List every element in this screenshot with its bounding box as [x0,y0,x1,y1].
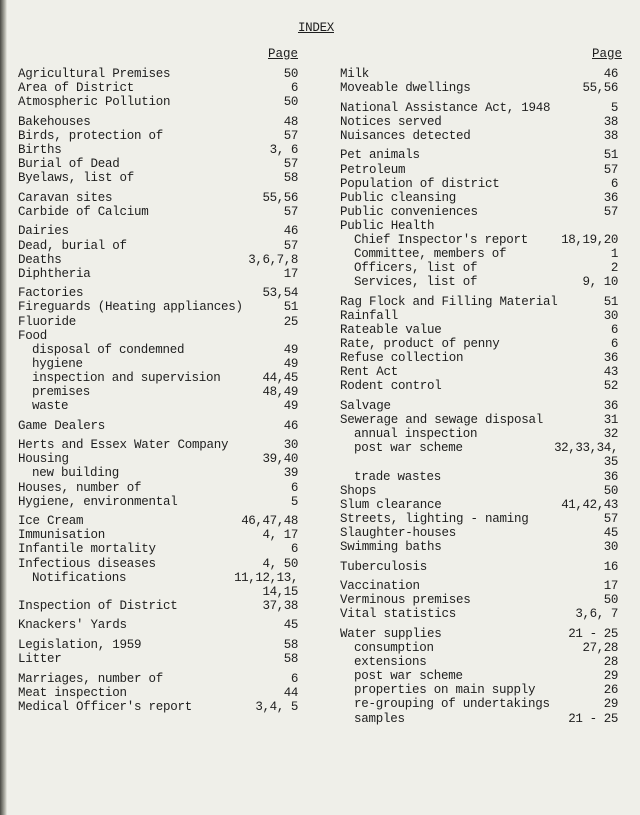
index-entry-term: Medical Officer's report [18,699,193,714]
index-entry-page: 6 [290,671,298,686]
index-entry-term: Game Dealers [18,418,106,433]
index-entry [18,542,298,556]
index-entry [340,441,618,455]
index-entry [340,233,618,247]
index-entry [18,557,298,571]
index-entry-term: post war scheme [354,669,463,684]
index-entry-term: Population of district [340,176,500,191]
index-entry [340,560,618,574]
index-entry [18,495,298,509]
index-entry-term: Slum clearance [340,497,442,512]
index-entry-page: 3,4, 5 [255,699,298,714]
index-entry [340,399,618,413]
index-entry [340,81,618,95]
index-entry [340,498,618,512]
index-entry [340,261,618,275]
index-entry-term: Diphtheria [18,266,91,281]
index-entry-term: inspection and supervision [32,370,221,385]
index-entry [340,655,618,669]
index-entry [18,267,298,281]
index-entry-page: 57 [283,128,298,143]
index-entry [340,205,618,219]
index-entry-page: 2 [610,261,618,276]
index-entry-page: 45 [283,618,298,633]
binding-edge [0,0,7,815]
index-entry-term: Immunisation [18,528,106,543]
index-entry [340,219,618,233]
index-entry [340,148,618,162]
index-entry-term: Births [18,142,62,157]
index-entry-term: new building [32,466,120,481]
index-entry-page: 3,6,7,8 [248,252,298,267]
index-entry [340,247,618,261]
index-entry [340,627,618,641]
index-entry-term: re-grouping of undertakings [354,697,550,712]
index-entry [340,607,618,621]
index-entry-page: 3, 6 [269,142,298,157]
index-entry-page: 39,40 [262,452,298,467]
index-entry-page: 6 [290,480,298,495]
index-entry-page: 6 [290,81,298,96]
index-entry [340,275,618,289]
index-entry-term: Birds, protection of [18,128,164,143]
index-entry-page: 57 [283,157,298,172]
index-entry [18,315,298,329]
index-entry [18,686,298,700]
index-title: INDEX [297,21,334,35]
index-entry-page: 4, 50 [262,556,298,571]
index-entry-term: trade wastes [354,469,442,484]
index-entry [340,540,618,554]
index-entry-page: 29 [603,669,618,684]
index-entry-page: 46 [603,67,618,81]
index-entry-page: 26 [603,683,618,698]
index-entry-page: 57 [603,511,618,526]
index-entry-term: Milk [340,67,370,81]
index-entry-term: Rateable value [340,323,442,338]
index-entry-page: 37,38 [262,598,298,613]
index-entry-term: Food [18,328,48,343]
index-entry-page: 50 [283,95,298,110]
index-entry-term: Slaughter-houses [340,525,457,540]
index-entry-term: Nuisances detected [340,128,471,143]
index-entry-term: Factories [18,286,84,301]
index-entry-term: Carbide of Calcium [18,204,149,219]
index-entry-term: consumption [354,641,434,656]
index-entry-page: 58 [283,171,298,186]
index-entry-page: 36 [603,399,618,414]
index-entry-term: Moveable dwellings [340,81,471,96]
index-entry-term: Rate, product of penny [340,337,500,352]
index-entry [18,385,298,399]
index-entry-page: 46,47,48 [241,514,298,529]
index-entry [18,700,298,714]
index-entry-page: 31 [603,413,618,428]
index-entry-term: Refuse collection [340,351,464,366]
index-entry-term: Bakehouses [18,114,91,129]
index-entry-page: 49 [283,342,298,357]
index-entry-term: annual inspection [354,427,478,442]
index-entry-term: Committee, members of [354,247,507,262]
index-entry [18,452,298,466]
index-entry-term: Agricultural Premises [18,67,171,81]
index-entry [340,697,618,711]
index-entry-term: Pet animals [340,148,420,163]
index-entry-term: Chief Inspector's report [354,233,529,248]
index-entry-page: 1 [610,247,618,262]
index-entry [340,309,618,323]
index-entry [18,115,298,129]
index-entry-term: Fireguards (Heating appliances) [18,300,243,315]
index-entry-page: 53,54 [262,286,298,301]
index-entry [18,528,298,542]
index-entry-term: Area of District [18,81,135,96]
index-entry [18,481,298,495]
index-entry-term: Caravan sites [18,190,113,205]
index-entry [18,419,298,433]
index-entry [340,512,618,526]
right-index-column [340,67,618,726]
index-entry [18,357,298,371]
index-entry [340,712,618,726]
index-entry [340,323,618,337]
index-entry-term: Salvage [340,399,391,414]
index-entry-term: Services, list of [354,275,478,290]
index-entry-term: Rainfall [340,309,399,323]
index-entry [340,101,618,115]
index-entry-term: Public Health [340,218,435,233]
index-entry-page: 58 [283,652,298,667]
index-entry-page: 30 [603,540,618,554]
index-entry [18,143,298,157]
index-entry [340,191,618,205]
index-entry [18,239,298,253]
index-entry-term: Infectious diseases [18,556,156,571]
index-entry-term: Infantile mortality [18,542,156,557]
index-entry [18,286,298,300]
index-entry [340,337,618,351]
index-entry [340,484,618,498]
index-entry-page: 30 [283,438,298,453]
index-entry-term: post war scheme [354,441,463,456]
index-entry [18,129,298,143]
index-entry-page: 36 [603,351,618,366]
index-entry-page: 55,56 [262,190,298,205]
index-entry [18,224,298,238]
index-entry-page: 6 [610,323,618,338]
index-entry-page: 57 [603,162,618,177]
index-entry [18,300,298,314]
index-entry-page: 45 [603,525,618,540]
index-entry [340,593,618,607]
index-entry-term: Notices served [340,114,442,129]
index-entry-term: Rodent control [340,379,442,394]
index-entry-page: 48,49 [262,384,298,399]
index-entry [340,129,618,143]
index-entry-page: 43 [603,365,618,380]
index-entry-term: Housing [18,452,69,467]
index-entry [340,115,618,129]
index-entry-term: premises [32,384,91,399]
index-entry-term: Dairies [18,224,69,239]
index-entry-page: 30 [603,309,618,323]
index-entry-page: 36 [603,469,618,484]
index-entry-term: samples [354,711,405,726]
index-entry-term: Fluoride [18,314,77,329]
index-entry [340,351,618,365]
index-entry [18,438,298,452]
index-entry-page: 35 [603,455,618,470]
index-entry [340,365,618,379]
index-entry-page: 55,56 [582,81,618,96]
index-entry-page: 6 [610,176,618,191]
index-entry [18,253,298,267]
index-entry [18,157,298,171]
index-entry-page: 49 [283,399,298,414]
index-entry-page: 48 [283,114,298,129]
left-index-column [18,67,298,714]
index-entry [18,371,298,385]
index-entry-page: 16 [603,559,618,574]
index-entry-page: 52 [603,379,618,394]
index-entry-term: Tuberculosis [340,559,428,574]
index-entry-term: Houses, number of [18,480,142,495]
index-entry-term: Atmospheric Pollution [18,95,171,110]
index-entry-page: 46 [283,418,298,433]
index-entry-page: 50 [603,483,618,498]
index-entry-page: 46 [283,224,298,239]
index-entry-term: Streets, lighting - naming [340,511,529,526]
index-entry-term: Water supplies [340,626,442,641]
index-entry [18,638,298,652]
index-entry-term: Legislation, 1959 [18,637,142,652]
index-entry-page: 18,19,20 [561,233,618,248]
index-entry [18,514,298,528]
index-entry [18,343,298,357]
index-entry-term: Marriages, number of [18,671,164,686]
index-entry [340,163,618,177]
index-entry-term: Public cleansing [340,190,457,205]
index-entry [18,599,298,613]
index-entry-page: 25 [283,314,298,329]
index-entry [340,526,618,540]
index-entry [340,579,618,593]
index-entry-page: 51 [603,148,618,163]
index-entry [340,455,618,469]
index-entry-term: Deaths [18,252,62,267]
index-entry [340,683,618,697]
index-entry-term: extensions [354,655,427,670]
index-entry-page: 41,42,43 [561,497,618,512]
index-entry-term: Inspection of District [18,598,178,613]
index-entry-term: Vital statistics [340,607,457,622]
index-entry-page: 36 [603,190,618,205]
index-entry-page: 28 [603,655,618,670]
index-entry-term: Petroleum [340,162,406,177]
index-entry-term: Litter [18,652,62,667]
index-entry-page: 21 - 25 [568,626,618,641]
left-page-header: Page [268,47,299,61]
index-entry-page: 14,15 [262,584,298,599]
index-entry-page: 4, 17 [262,528,298,543]
index-entry [340,295,618,309]
index-entry-page: 32,33,34, [554,441,618,456]
index-entry-term: Byelaws, list of [18,171,135,186]
index-entry-term: Meat inspection [18,685,127,700]
index-entry-page: 38 [603,114,618,129]
index-entry-term: Rent Act [340,365,399,380]
index-entry-page: 38 [603,128,618,143]
index-entry-page: 27,28 [582,641,618,656]
index-entry-term: National Assistance Act, 1948 [340,100,551,115]
index-entry-page: 39 [283,466,298,481]
index-entry-term: waste [32,399,69,414]
index-entry [340,470,618,484]
index-entry-page: 5 [290,494,298,509]
index-entry-term: Burial of Dead [18,157,120,172]
index-entry [18,205,298,219]
index-entry-term: Vaccination [340,579,420,594]
index-entry-page: 44,45 [262,370,298,385]
index-entry-page: 9, 10 [582,275,618,290]
index-entry-term: Dead, burial of [18,238,127,253]
index-entry [340,427,618,441]
index-entry-term: properties on main supply [354,683,536,698]
index-entry [18,81,298,95]
index-entry [340,641,618,655]
index-entry-term: Herts and Essex Water Company [18,438,229,453]
index-entry-term: Shops [340,483,377,498]
index-entry-term: Sewerage and sewage disposal [340,413,544,428]
index-entry-page: 57 [283,204,298,219]
index-entry [18,672,298,686]
index-entry-term: Verminous premises [340,593,471,608]
index-entry-page: 49 [283,356,298,371]
index-entry-page: 17 [603,579,618,594]
index-entry [18,399,298,413]
index-entry-page: 50 [283,67,298,81]
index-entry-page: 44 [283,685,298,700]
index-entry-page: 32 [603,427,618,442]
index-entry [18,466,298,480]
index-entry [340,669,618,683]
index-entry [340,177,618,191]
index-entry-term: Swimming baths [340,540,442,554]
index-entry-page: 57 [603,204,618,219]
index-entry [340,67,618,81]
index-entry-term: disposal of condemned [32,342,185,357]
index-entry-page: 21 - 25 [568,711,618,726]
index-entry-page: 29 [603,697,618,712]
index-entry [18,329,298,343]
index-entry-term: Knackers' Yards [18,618,127,633]
right-page-header: Page [592,47,623,61]
index-entry-page: 50 [603,593,618,608]
index-entry-page: 51 [283,300,298,315]
index-entry-term: hygiene [32,356,83,371]
index-entry [18,171,298,185]
index-entry [340,379,618,393]
index-entry-term: Ice Cream [18,514,84,529]
index-entry-page: 58 [283,637,298,652]
index-entry-page: 3,6, 7 [575,607,618,622]
index-entry-page: 6 [290,542,298,557]
index-entry-term: Public conveniences [340,204,478,219]
index-entry-term: Rag Flock and Filling Material [340,294,558,309]
index-entry [18,67,298,81]
index-entry [18,191,298,205]
index-entry-term: Officers, list of [354,261,478,276]
index-entry [18,95,298,109]
index-entry-page: 51 [603,294,618,309]
index-entry-page: 5 [610,100,618,115]
index-entry-page: 17 [283,266,298,281]
index-entry [18,618,298,632]
index-entry [18,652,298,666]
index-entry [340,413,618,427]
index-entry-page: 6 [610,337,618,352]
index-entry [18,571,298,585]
index-entry-term: Notifications [32,570,127,585]
index-entry-page: 11,12,13, [234,570,298,585]
index-entry-term: Hygiene, environmental [18,494,178,509]
index-entry [18,585,298,599]
index-entry-page: 57 [283,238,298,253]
